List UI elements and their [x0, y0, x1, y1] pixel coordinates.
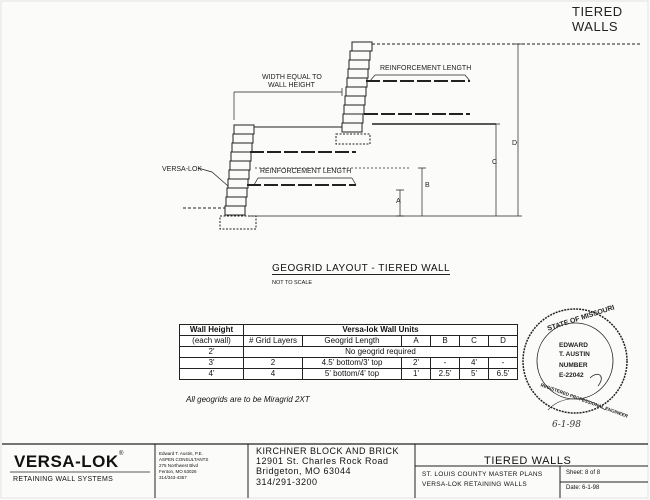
- width-note-line2: WALL HEIGHT: [268, 82, 315, 89]
- header-d: D: [489, 336, 518, 347]
- cell-b: -: [431, 358, 460, 369]
- cell-length: 5' bottom/4' top: [303, 369, 402, 380]
- reinforcement-dimension-lower: [254, 178, 356, 185]
- dimension-d-label: D: [512, 140, 518, 147]
- sheet-number: Sheet: 8 of 8: [566, 470, 601, 476]
- upper-leveling-pad: [336, 134, 370, 144]
- engineer-line-3: 275 Northwest Blvd: [159, 463, 199, 468]
- header-versa-lok-units: Versa-lok Wall Units: [244, 325, 518, 336]
- header-a: A: [402, 336, 431, 347]
- cell-layers: 4: [244, 369, 303, 380]
- versa-lok-callout: VERSA-LOK: [162, 166, 203, 173]
- header-each-wall: (each wall): [180, 336, 244, 347]
- versa-lok-leader: [198, 168, 228, 186]
- company-city: Bridgeton, MO 63044: [256, 466, 352, 476]
- cell-b: 2.5': [431, 369, 460, 380]
- seal-registered-text: REGISTERED PROFESSIONAL ENGINEER: [539, 382, 629, 419]
- cell-d: 6.5': [489, 369, 518, 380]
- dimension-a-label: A: [396, 198, 401, 205]
- dimension-d-line: [514, 44, 522, 216]
- lower-leveling-pad: [220, 216, 256, 229]
- page-title: TIERED WALLS: [572, 4, 623, 34]
- reinforcement-label-lower: REINFORCEMENT LENGTH: [260, 168, 352, 175]
- registered-mark: ®: [119, 451, 124, 457]
- lower-wall-blocks: [220, 125, 256, 229]
- cell-height: 2': [180, 347, 244, 358]
- table-row: [180, 358, 518, 369]
- header-c: C: [460, 336, 489, 347]
- drawing-title: GEOGRID LAYOUT - TIERED WALL: [272, 263, 451, 274]
- engineer-line-4: Fenton, MO 63026: [159, 469, 197, 474]
- table-row: [180, 369, 518, 380]
- header-geogrid-length: Geogrid Length: [303, 336, 402, 347]
- dimension-c-line: [492, 124, 500, 216]
- cell-height: 4': [180, 369, 244, 380]
- cell-a: 1': [402, 369, 431, 380]
- cell-d: -: [489, 358, 518, 369]
- signature-stroke-2: [590, 374, 601, 386]
- geogrid-note: All geogrids are to be Miragrid 2XT: [186, 395, 310, 404]
- reinforcement-label-upper: REINFORCEMENT LENGTH: [380, 65, 472, 72]
- company-street: 12901 St. Charles Rock Road: [256, 456, 389, 466]
- seal-name-1: EDWARD: [559, 342, 588, 349]
- engineer-line-1: Edward T. Austin, P.E.: [159, 451, 203, 456]
- versa-lok-logo: VERSA-LOK: [14, 452, 119, 471]
- cell-c: 5': [460, 369, 489, 380]
- width-dimension: [234, 88, 342, 120]
- cell-a: 2': [402, 358, 431, 369]
- company-phone: 314/291-3200: [256, 477, 318, 487]
- signature-date: 6-1-98: [552, 420, 581, 430]
- scale-note: NOT TO SCALE: [272, 280, 313, 286]
- cell-layers: 2: [244, 358, 303, 369]
- width-note-line1: WIDTH EQUAL TO: [262, 74, 322, 81]
- drawing-date: Date: 6-1-98: [566, 485, 600, 491]
- dimension-b-label: B: [425, 182, 430, 189]
- seal-name-2: T. AUSTIN: [559, 351, 590, 358]
- dimension-b-line: [418, 168, 426, 216]
- cell-length: 4.5' bottom/3' top: [303, 358, 402, 369]
- table-row: [180, 347, 518, 358]
- cell-c: 4': [460, 358, 489, 369]
- cell-height: 3': [180, 358, 244, 369]
- table-header-row-2: [180, 336, 518, 347]
- table-header-row-1: [180, 325, 518, 336]
- dimension-c-label: C: [492, 159, 498, 166]
- project-subtitle-2: VERSA-LOK RETAINING WALLS: [422, 481, 528, 488]
- seal-number: E-22042: [559, 372, 584, 379]
- seal-state-text: STATE OF MISSOURI: [546, 304, 616, 333]
- logo-subtitle: RETAINING WALL SYSTEMS: [13, 476, 114, 483]
- company-name: KIRCHNER BLOCK AND BRICK: [256, 446, 400, 456]
- engineer-line-5: 314/343-4357: [159, 475, 187, 480]
- project-subtitle-1: ST. LOUIS COUNTY MASTER PLANS: [422, 471, 543, 478]
- sheet-frame: [1, 1, 648, 498]
- upper-wall-blocks: [336, 42, 372, 144]
- geogrid-spec-table: [179, 324, 518, 380]
- seal-number-label: NUMBER: [559, 362, 588, 369]
- project-title: TIERED WALLS: [484, 455, 572, 467]
- header-grid-layers: # Grid Layers: [244, 336, 303, 347]
- header-wall-height: Wall Height: [180, 325, 244, 336]
- engineer-line-2: ASPEN CONSULTANTS: [159, 457, 209, 462]
- cell-merged: No geogrid required: [244, 347, 518, 358]
- header-b: B: [431, 336, 460, 347]
